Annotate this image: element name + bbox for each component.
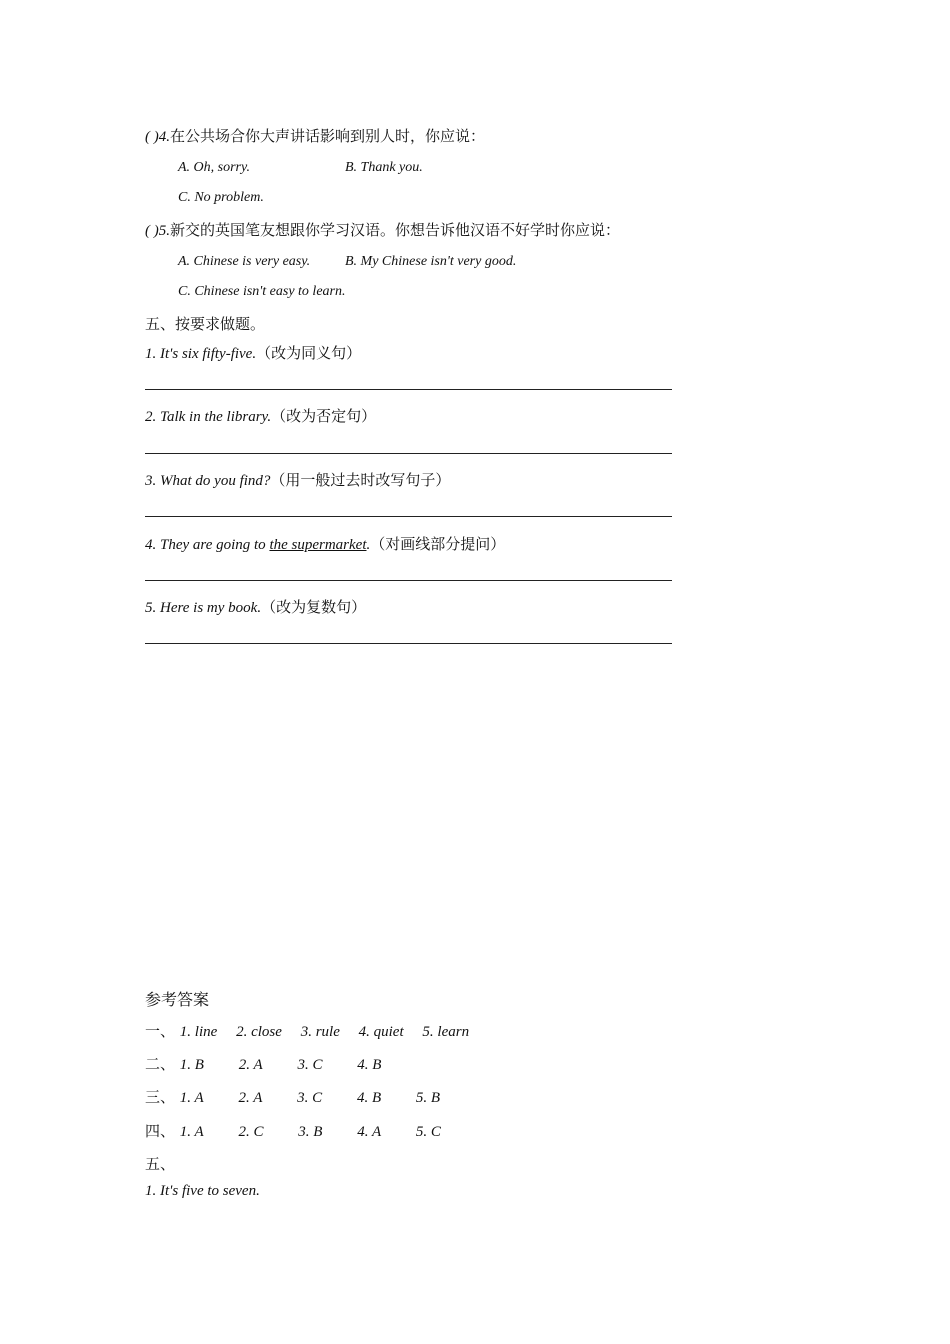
question-number: 4. [158, 129, 170, 145]
underlined-phrase: the supermarket [269, 537, 367, 553]
answer-row-5 [145, 1154, 175, 1174]
row-label: 一、 [145, 1022, 176, 1040]
q5-option-a: A. Chinese is very easy. [178, 254, 311, 269]
answer-row-1 [145, 1021, 483, 1042]
item-sentence: 4. They are going to [145, 537, 270, 553]
item-sentence: 5. Here is my book. [145, 600, 262, 616]
row-label: 三、 [145, 1088, 176, 1106]
section-5-item-1 [145, 343, 361, 364]
section-5-item-5 [145, 597, 366, 618]
section-5-item-3 [145, 470, 450, 491]
section-5-heading: 五、按要求做题。 [145, 315, 266, 333]
answer-row-2 [145, 1054, 411, 1075]
answer-item: 4. A [357, 1124, 382, 1140]
item-sentence: 3. What do you find? [145, 473, 271, 489]
question-stem: 新交的英国笔友想跟你学习汉语。你想告诉他汉语不好学时你应说： [170, 221, 621, 239]
answer-blank-4[interactable] [145, 580, 672, 581]
q4-option-c: C. No problem. [178, 190, 264, 205]
q5-option-c: C. Chinese isn't easy to learn. [178, 284, 346, 299]
item-sentence: 2. Talk in the library. [145, 409, 272, 425]
q4-option-b: B. Thank you. [345, 160, 423, 175]
answer-blank-3[interactable] [145, 516, 672, 517]
answer-item: 2. C [238, 1124, 264, 1140]
row-label: 五、 [145, 1155, 176, 1173]
answer-item: 3. C [297, 1057, 323, 1073]
question-stem: 在公共场合你大声讲话影响到别人时，你应说： [170, 127, 486, 145]
answer-row-4 [145, 1121, 471, 1142]
answer-row-3 [145, 1087, 470, 1108]
answer-item: 1. B [179, 1057, 204, 1073]
item-instruction: （用一般过去时改写句子） [270, 471, 451, 489]
question-number: 5. [158, 223, 170, 239]
row-label: 四、 [145, 1122, 176, 1140]
answer-item: 2. close [236, 1024, 282, 1040]
row-label: 二、 [145, 1055, 176, 1073]
question-5 [145, 220, 620, 241]
answer-blank-1[interactable] [145, 389, 672, 390]
answer-item: 1. line [179, 1024, 218, 1040]
item-sentence-end: . [366, 537, 371, 553]
answer-item: 5. B [415, 1090, 441, 1106]
answer-paren: ( ) [145, 129, 159, 145]
answers-title: 参考答案 [145, 990, 210, 1009]
answer-item: 1. A [179, 1090, 204, 1106]
answer-item: 4. B [356, 1090, 382, 1106]
answer-item: 4. B [357, 1057, 382, 1073]
answer-item: 1. A [179, 1124, 204, 1140]
item-sentence: 1. It's six fifty-five. [145, 346, 257, 362]
answer-item: 3. C [297, 1090, 323, 1106]
section-5-item-4 [145, 534, 505, 555]
answer-item: 2. A [238, 1090, 263, 1106]
answer-item: 3. B [298, 1124, 323, 1140]
item-instruction: （改为同义句） [256, 344, 362, 362]
answer-5-1: 1. It's five to seven. [145, 1183, 260, 1199]
answer-blank-5[interactable] [145, 643, 672, 644]
answer-item: 3. rule [300, 1024, 340, 1040]
section-5-item-2 [145, 406, 376, 427]
item-instruction: （改为复数句） [261, 598, 367, 616]
q5-option-b: B. My Chinese isn't very good. [345, 254, 517, 269]
answer-item: 4. quiet [358, 1024, 404, 1040]
answer-item: 5. C [415, 1124, 441, 1140]
answer-blank-2[interactable] [145, 453, 672, 454]
answer-item: 5. learn [422, 1024, 470, 1040]
q4-option-a: A. Oh, sorry. [178, 160, 250, 175]
question-4 [145, 126, 485, 147]
item-instruction: （改为否定句） [271, 407, 377, 425]
answer-paren: ( ) [145, 223, 159, 239]
item-instruction: （对画线部分提问） [370, 535, 506, 553]
answer-item: 2. A [238, 1057, 263, 1073]
